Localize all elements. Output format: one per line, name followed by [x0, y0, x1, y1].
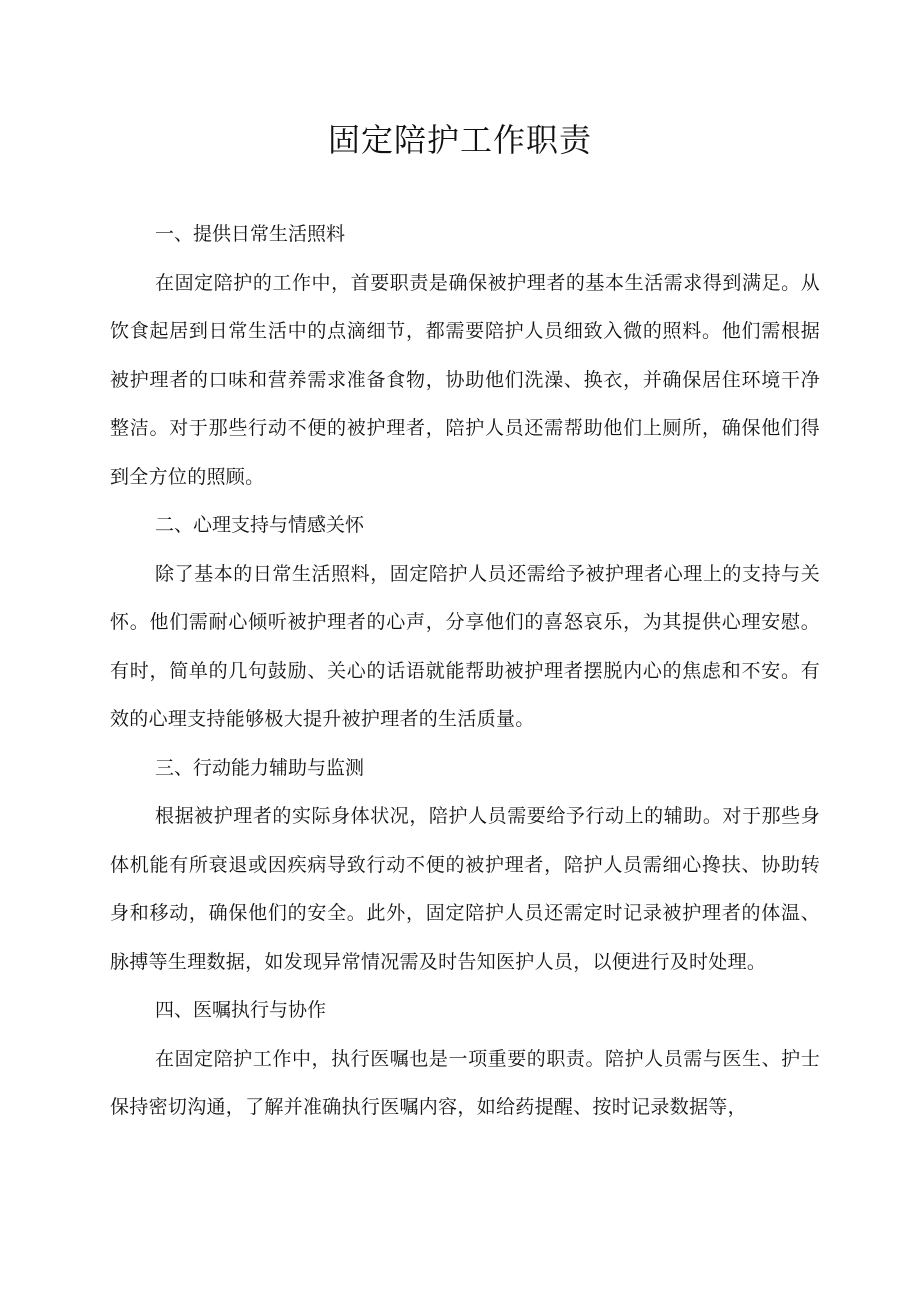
section-heading-3: 三、行动能力辅助与监测 [155, 756, 365, 779]
document-title: 固定陪护工作职责 [327, 121, 592, 159]
section-paragraph-1: 在固定陪护的工作中，首要职责是确保被护理者的基本生活需求得到满足。从饮食起居到日常生活中的点滴细节，都需要陪护人员细致入微的照料。他们需根据被护理者的口味和营养需求准备食物，协助他们洗澡、换衣，并确保居住环境干净整洁。对于那些行动不便的被护理者，陪护人员还需帮助他们上厕所，确保他们得到全方位的照顾。 [110, 271, 820, 488]
section-heading-1: 一、提供日常生活照料 [155, 223, 346, 245]
section-paragraph-4: 在固定陪护工作中，执行医嘱也是一项重要的职责。陪护人员需与医生、护士保持密切沟通，了解并准确执行医嘱内容，如给药提醒、按时记录数据等， [110, 1047, 820, 1118]
document-body [110, 210, 820, 1132]
section-heading-4: 四、医嘱执行与协作 [155, 999, 327, 1021]
section-paragraph-2: 除了基本的日常生活照料，固定陪护人员还需给予被护理者心理上的支持与关怀。他们需耐心倾听被护理者的心声，分享他们的喜怒哀乐，为其提供心理安慰。有时，简单的几句鼓励、关心的话语就能帮助被护理者摆脱内心的焦虑和不安。有效的心理支持能够极大提升被护理者的生活质量。 [110, 562, 820, 730]
section-heading-2: 二、心理支持与情感关怀 [155, 514, 365, 536]
section-paragraph-3: 根据被护理者的实际身体状况，陪护人员需要给予行动上的辅助。对于那些身体机能有所衰退或因疾病导致行动不便的被护理者，陪护人员需细心搀扶、协助转身和移动，确保他们的安全。此外，固定陪护人员还需定时记录被护理者的体温、脉搏等生理数据，如发现异常情况需及时告知医护人员，以便进行及时处理。 [110, 805, 820, 973]
